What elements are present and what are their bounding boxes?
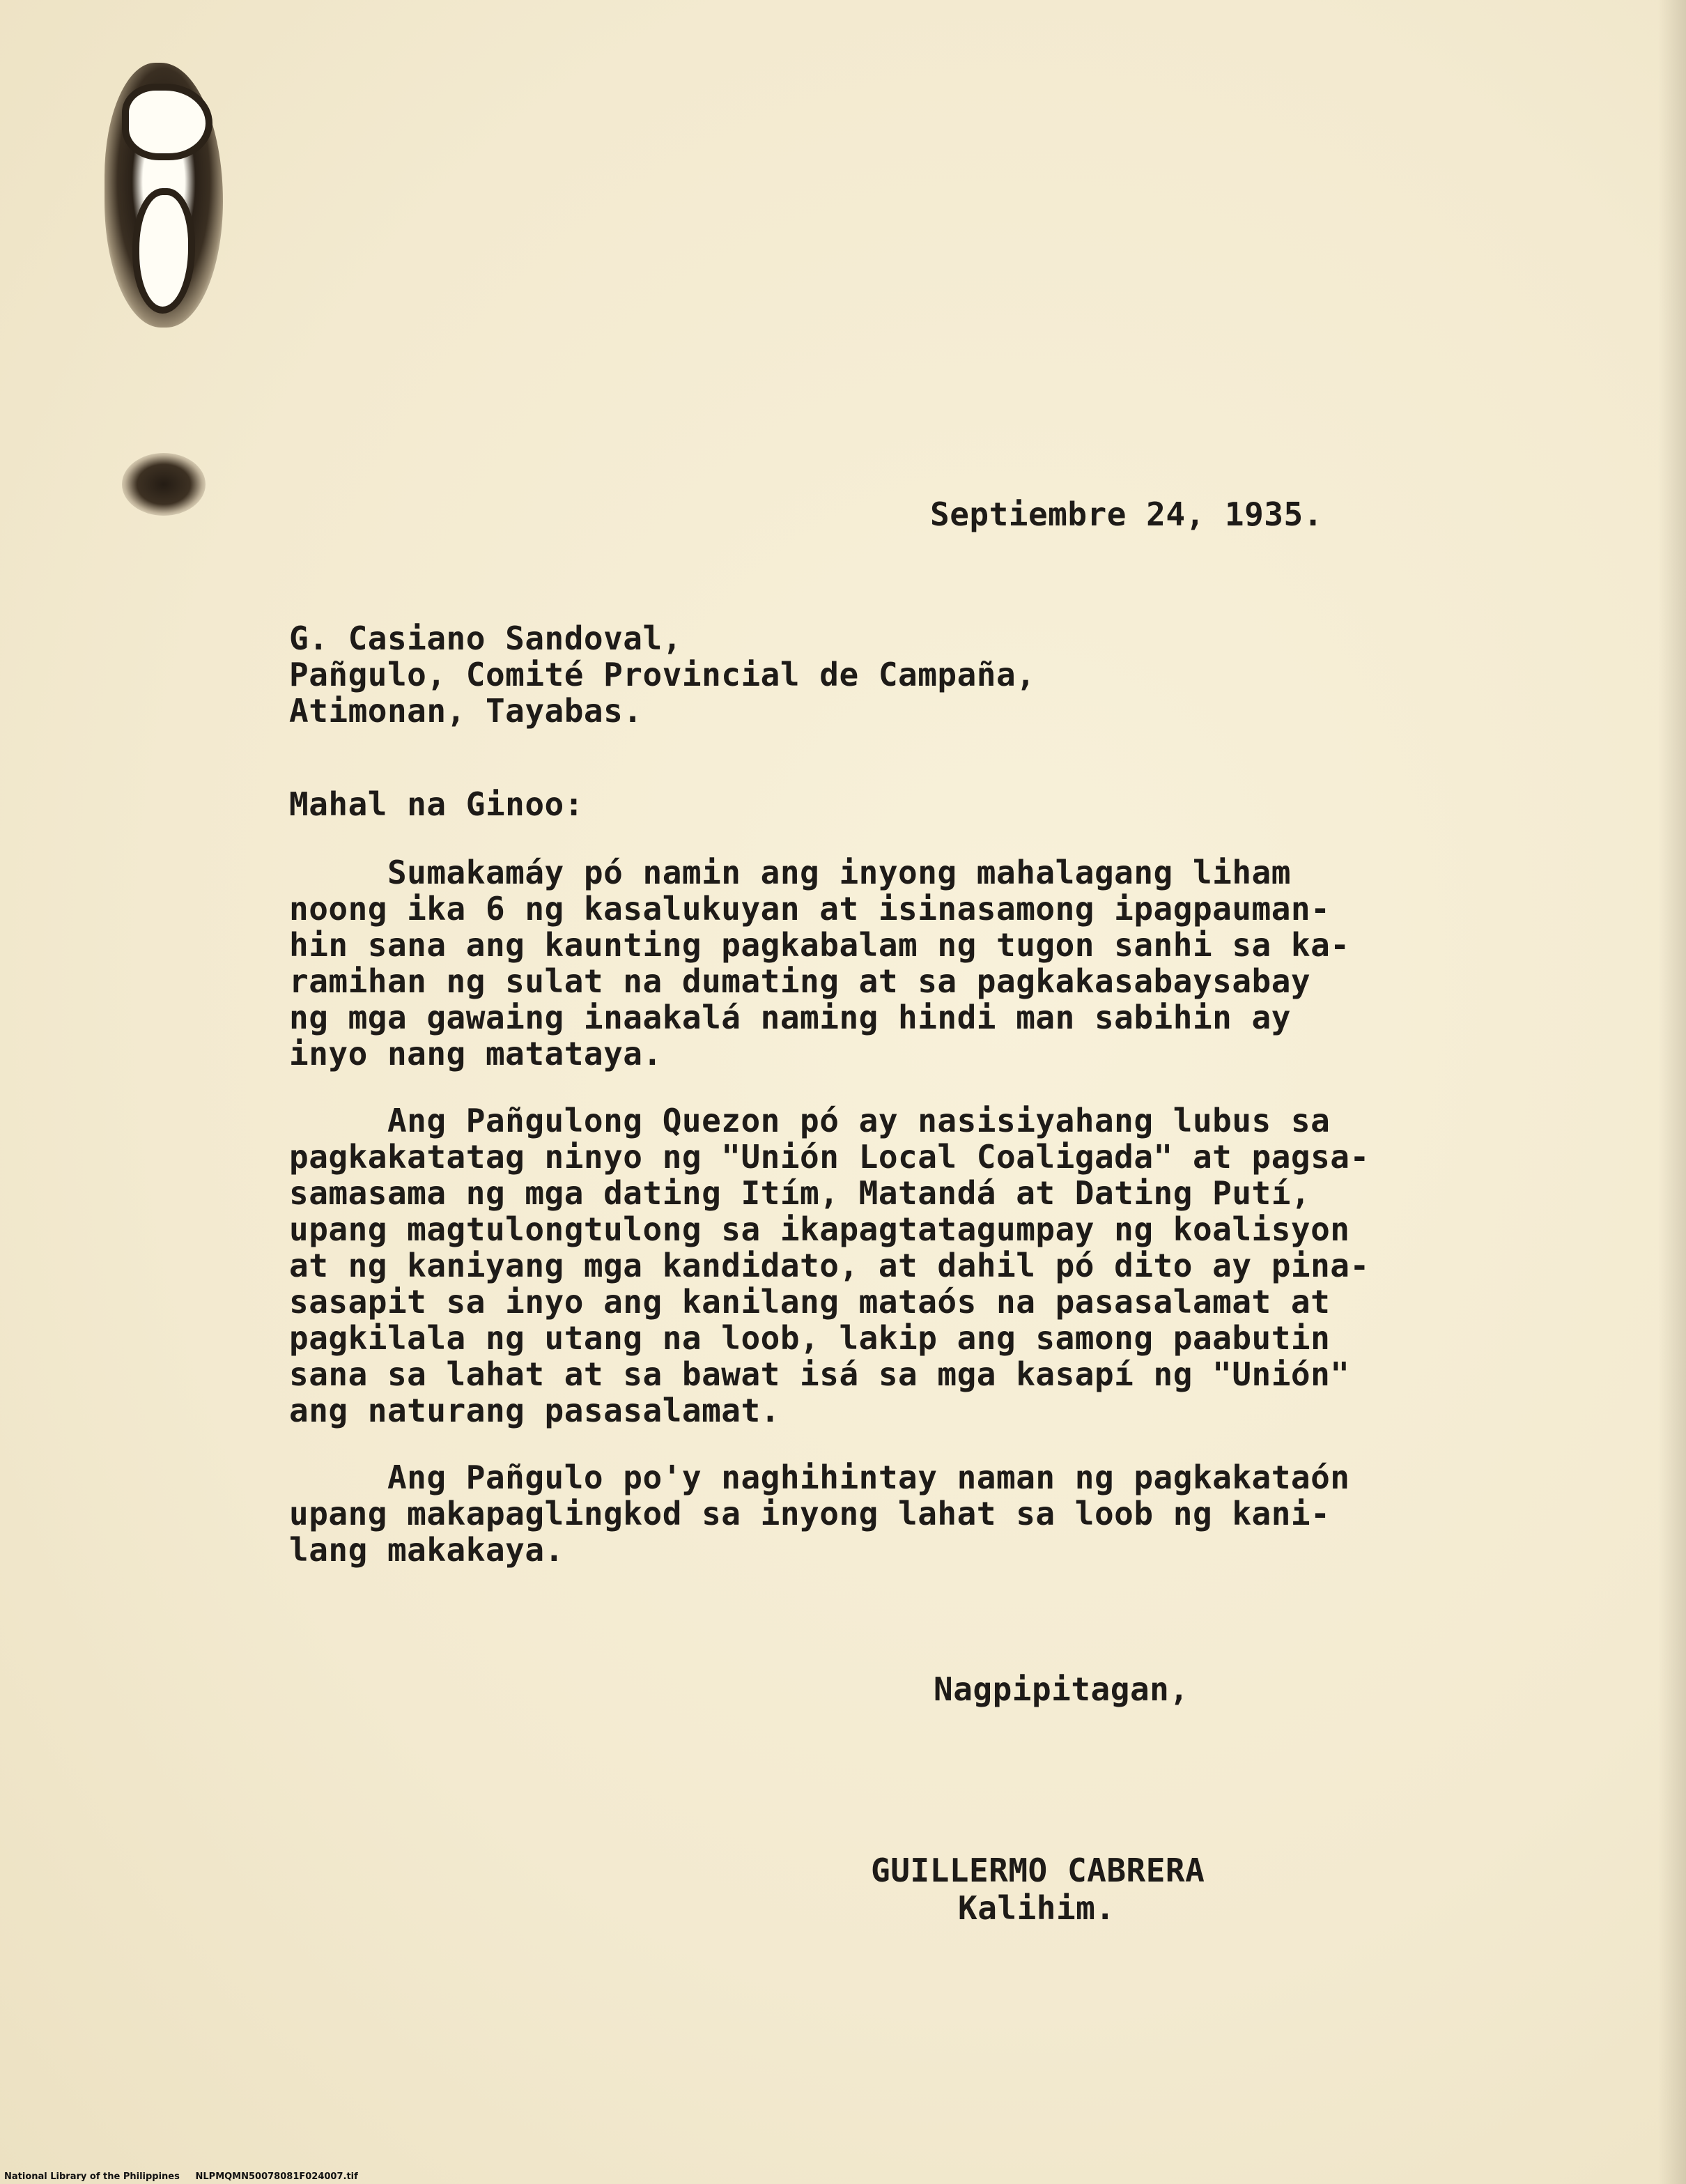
recipient-line: G. Casiano Sandoval,: [289, 620, 682, 657]
salutation: Mahal na Ginoo:: [289, 785, 584, 823]
paragraph-1-line: ng mga gawaing inaakalá naming hindi man sabihin ay: [289, 999, 1291, 1036]
paragraph-2-line: Ang Pañgulong Quezon pó ay nasisiyahang lubus sa: [289, 1102, 1331, 1139]
burn-hole-upper: [129, 91, 206, 153]
paragraph-3-line: upang makapaglingkod sa inyong lahat sa loob ng kani-: [289, 1495, 1331, 1532]
paragraph-2-line: sana sa lahat at sa bawat isá sa mga kasapí ng "Unión": [289, 1355, 1350, 1393]
signatory-title: Kalihim.: [958, 1889, 1115, 1927]
file-name: NLPMQMN50078081F024007.tif: [195, 2171, 358, 2182]
paragraph-2-line: at ng kaniyang mga kandidato, at dahil pó dito ay pina-: [289, 1247, 1370, 1284]
paragraph-1-line: hin sana ang kaunting pagkabalam ng tugon sanhi sa ka-: [289, 926, 1350, 964]
paragraph-2-line: upang magtulongtulong sa ikapagtatagumpay ng koalisyon: [289, 1210, 1350, 1248]
paragraph-2-line: ang naturang pasasalamat.: [289, 1392, 780, 1429]
archive-label: National Library of the Philippines: [4, 2171, 180, 2182]
paragraph-1-line: noong ika 6 ng kasalukuyan at isinasamong ipagpauman-: [289, 890, 1331, 928]
signatory-name: GUILLERMO CABRERA: [871, 1852, 1205, 1889]
archive-footer: [4, 2171, 358, 2182]
recipient-line: Atimonan, Tayabas.: [289, 692, 643, 730]
closing: Nagpipitagan,: [934, 1670, 1189, 1708]
paragraph-3-line: lang makakaya.: [289, 1531, 564, 1569]
paragraph-2-line: sasapit sa inyo ang kanilang mataós na pasasalamat at: [289, 1283, 1331, 1321]
recipient-line: Pañgulo, Comité Provincial de Campaña,: [289, 656, 1036, 693]
paragraph-2-line: pagkakatatag ninyo ng "Unión Local Coaligada" at pagsa-: [289, 1138, 1370, 1176]
paragraph-1-line: inyo nang matataya.: [289, 1035, 663, 1072]
paragraph-3-line: Ang Pañgulo po'y naghihintay naman ng pagkakataón: [289, 1459, 1350, 1496]
paragraph-1-line: Sumakamáy pó namin ang inyong mahalagang liham: [289, 854, 1291, 891]
paragraph-2-line: samasama ng mga dating Itím, Matandá at Dating Putí,: [289, 1174, 1311, 1212]
burn-mark-spot: [122, 453, 206, 516]
letter-date: Septiembre 24, 1935.: [930, 495, 1323, 533]
paper-edge-shadow: [1658, 0, 1686, 2184]
paragraph-1-line: ramihan ng sulat na dumating at sa pagkakasabaysabay: [289, 962, 1311, 1000]
paragraph-2-line: pagkilala ng utang na loob, lakip ang samong paabutin: [289, 1319, 1331, 1357]
